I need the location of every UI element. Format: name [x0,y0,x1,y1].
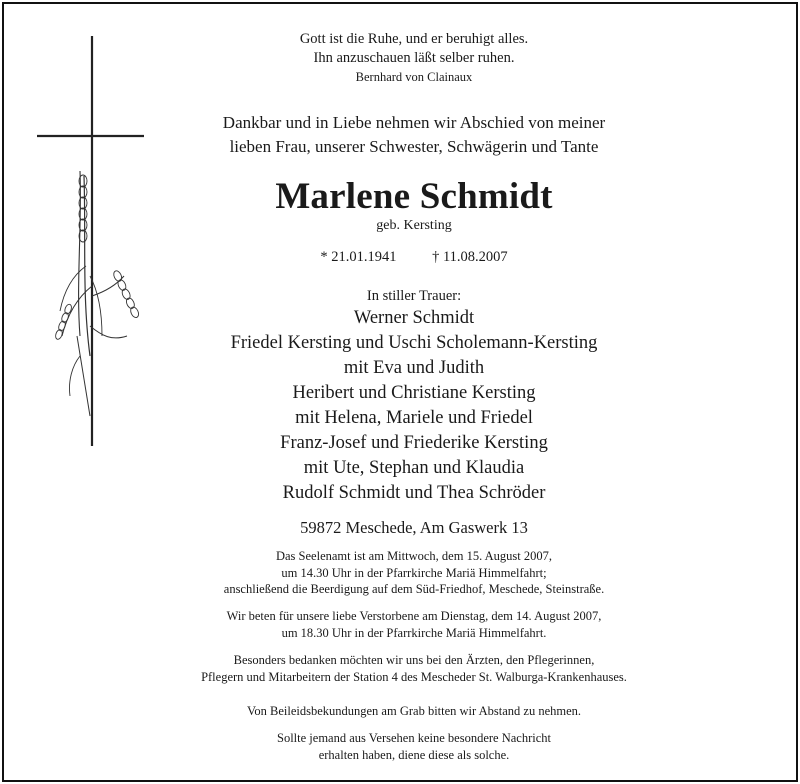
notice-line: Pflegern und Mitarbeitern der Station 4 des Mescheder St. Walburga-Krankenhauses. [201,669,627,684]
address: 59872 Meschede, Am Gaswerk 13 [300,518,528,537]
intro-text [164,111,664,159]
notice-thanks [114,652,714,685]
mourner-name: mit Ute, Stephan und Klaudia [303,458,525,478]
cross-with-wheat-icon [32,36,152,448]
deceased-name: Marlene Schmidt [275,176,553,217]
notice-prayer [114,608,714,641]
mourner-name: Werner Schmidt [353,308,475,328]
birth-date: * 21.01.1941 [320,249,397,265]
notice-line: Von Beileidsbekundungen am Grab bitten wir Abstand zu nehmen. [246,704,582,718]
motto-line: Gott ist die Ruhe, und er beruhigt alles. [299,31,529,47]
life-dates [164,248,664,266]
mourner-name: Heribert und Christiane Kersting [292,383,536,403]
mourning-heading: In stiller Trauer: [366,288,462,304]
mourner-list [164,306,664,506]
mourner-name: Rudolf Schmidt und Thea Schröder [282,483,546,503]
motto-author: Bernhard von Clainaux [355,70,473,84]
mourner-name: Franz-Josef und Friederike Kersting [280,433,548,453]
maiden-name: geb. Kersting [376,218,452,233]
death-date: † 11.08.2007 [432,249,508,265]
motto-line: Ihn anzuschauen läßt selber ruhen. [313,50,515,66]
notice-line: um 14.30 Uhr in der Pfarrkirche Mariä Himmelfahrt; [281,565,547,580]
mourner-name: mit Helena, Mariele und Friedel [295,408,533,428]
notice-no-message [114,730,714,763]
notice-line: um 18.30 Uhr in der Pfarrkirche Mariä Himmelfahrt. [281,625,547,640]
notice-line: Wir beten für unsere liebe Verstorbene am Dienstag, dem 14. August 2007, [226,609,602,623]
motto [164,30,664,86]
intro-line: Dankbar und in Liebe nehmen wir Abschied von meiner [222,113,606,132]
mourner-name: Friedel Kersting und Uschi Scholemann-Kersting [230,333,598,353]
notice-line: anschließend die Beerdigung auf dem Süd-Friedhof, Meschede, Steinstraße. [223,582,605,596]
notice-condolences [114,703,714,720]
intro-line: lieben Frau, unserer Schwester, Schwägerin und Tante [229,137,599,156]
notice-line: Besonders bedanken möchten wir uns bei den Ärzten, den Pflegerinnen, [233,653,595,667]
notice-funeral-mass [114,548,714,598]
obituary-frame [2,2,798,782]
mourner-name: mit Eva und Judith [343,358,485,378]
notice-line: Das Seelenamt ist am Mittwoch, dem 15. August 2007, [275,549,552,563]
notice-line: erhalten haben, diene diese als solche. [318,747,510,762]
notice-line: Sollte jemand aus Versehen keine besondere Nachricht [277,731,551,745]
